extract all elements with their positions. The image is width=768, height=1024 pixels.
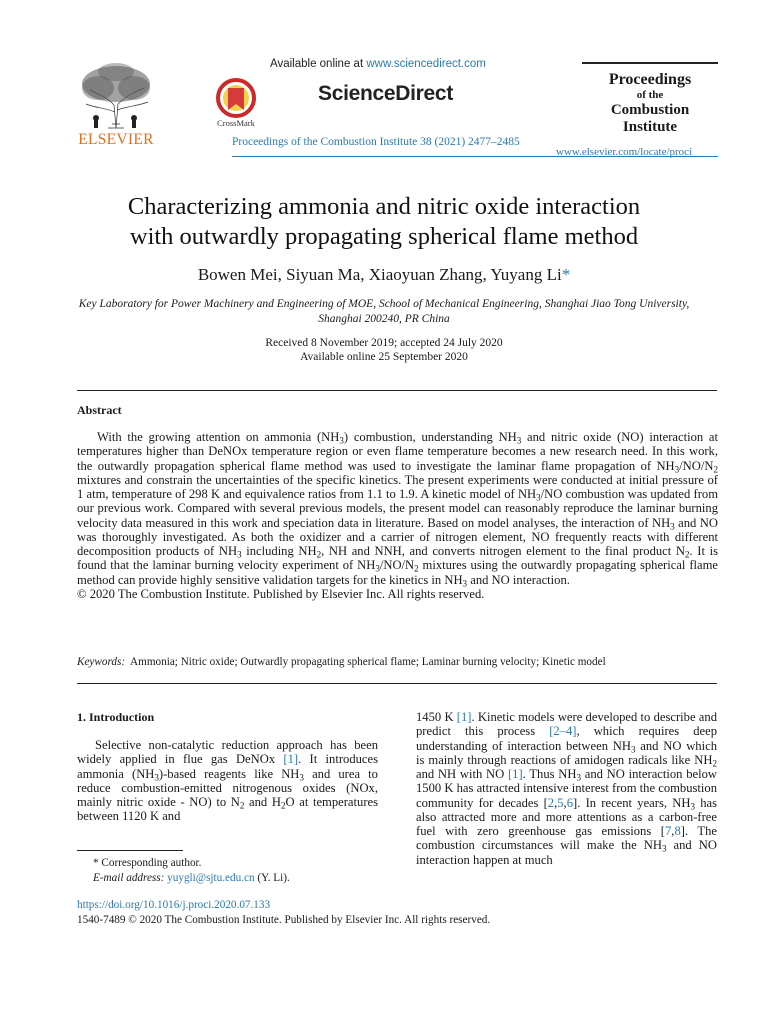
abstract-heading: Abstract bbox=[77, 403, 122, 417]
ref-link[interactable]: [1] bbox=[507, 767, 523, 781]
title-line-1: Characterizing ammonia and nitric oxide interaction bbox=[127, 193, 641, 220]
corresponding-author-note: * Corresponding author. bbox=[93, 857, 202, 869]
footnote-rule bbox=[77, 850, 183, 851]
ref-link[interactable]: 7 bbox=[665, 824, 672, 838]
issn-line: 1540-7489 © 2020 The Combustion Institute. Published by Elsevier Inc. All rights reserved. bbox=[77, 914, 491, 926]
ref-link[interactable]: 5 bbox=[557, 795, 564, 810]
intro-left-column: Selective non-catalytic reduction approach has been widely applied in flue gas DeNOx [1]. It introduces ammonia $(NH_3)$-based reagents like $NH_3$ and urea to reduce combustion-emitted nitrogenous oxides (NOx, mainly nitric oxide - NO) to $N_2$ and $H_2O$ at temperatures between 1120 K and bbox=[77, 738, 379, 824]
corresponding-author-mark[interactable]: * bbox=[561, 265, 571, 284]
keywords-label: Keywords: bbox=[77, 656, 126, 668]
ref-link[interactable]: [2–4] bbox=[549, 724, 577, 739]
abstract-paragraph: With the growing attention on ammonia $(NH_3)$ combustion, understanding $NH_3$ and nitric oxide (NO) interaction at temperatures higher than DeNOx temperature region or even flame temperature becomes a new research need. In this work, the outwardly propagation spherical flame method was used to investigate the laminar flame propagation of $NH_3/NO/N_2$ mixtures and constrain the uncertainties of the specific kinetics. The present experiments were conducted at initial pressure of 1 atm, temperature of 298 K and equivalence ratios from 1.1 to 1.9. A kinetic model of $NH_3/NO$ combustion was updated from our previous work. Compared with several previous models, the present model can reasonably reproduce the laminar burning velocity data measured in this work and speciation data in literature. Based on model analyses, the interaction of $NH_3$ and NO was thoroughly investigated. As both the oxidizer and a carrier of nitrogen element, NO frequently reacts with different decomposition products of $NH_3$ including $NH_2$, NH and NNH, and converts nitrogen element to the final product $N_2$. It is found that the laminar burning velocity experiment of $NH_3/NO/N_2$ mixtures using the outwardly propagating spherical flame method can provide highly sensitive validation targets for the kinetics in $NH_3$ and NO interaction. bbox=[77, 430, 718, 588]
ref-link[interactable]: [1] bbox=[283, 752, 299, 767]
proceedings-masthead bbox=[582, 62, 718, 137]
email-line bbox=[77, 871, 378, 886]
elsevier-wordmark: ELSEVIER bbox=[78, 131, 154, 148]
article-dates bbox=[50, 336, 718, 364]
abstract-top-rule bbox=[77, 390, 717, 391]
proceedings-title-1: Proceedings bbox=[608, 71, 692, 88]
sciencedirect-wordmark: ScienceDirect bbox=[318, 82, 454, 105]
email-suffix: (Y. Li). bbox=[254, 872, 290, 884]
header-rule bbox=[232, 156, 718, 157]
available-online-prefix: Available online at bbox=[270, 58, 367, 70]
intro-right-column: 1450 K [1]. Kinetic models were developed to describe and predict this process [2–4], which requires deep understanding of interaction between $NH_3$ and NO which is mainly through reactions of amidogen radicals like $NH_2$ and NH with NO [1]. Thus $NH_3$ and NO interaction below 1500 K has attracted intensive interest from the combustion community for decades [2,5,6]. In recent years, $NH_3$ has also attracted more and more attentions as a carbon-free fuel with zero greenhouse gas emissions [7,8]. The combustion circumstances will make the $NH_3$ and NO interaction happen at much bbox=[416, 710, 718, 867]
author-list bbox=[50, 265, 718, 285]
footnote bbox=[77, 856, 378, 886]
article-title bbox=[50, 192, 718, 252]
keywords-list: Ammonia; Nitric oxide; Outwardly propagating spherical flame; Laminar burning velocity; Kinetic model bbox=[130, 656, 606, 668]
authors-names: Bowen Mei, Siyuan Ma, Xiaoyuan Zhang, Yuyang Li bbox=[197, 265, 562, 284]
keywords-bottom-rule bbox=[77, 683, 717, 684]
affiliation: Key Laboratory for Power Machinery and Engineering of MOE, School of Mechanical Engineering, Shanghai Jiao Tong University, Shanghai 200240, PR China bbox=[78, 298, 690, 325]
received-date: Received 8 November 2019; accepted 24 July 2020 bbox=[265, 337, 503, 349]
title-line-2: with outwardly propagating spherical flame method bbox=[129, 223, 639, 250]
crossmark-icon[interactable] bbox=[214, 78, 258, 118]
ref-link[interactable]: 2 bbox=[547, 795, 555, 810]
crossmark-label: CrossMark bbox=[217, 118, 255, 128]
keywords bbox=[77, 656, 718, 668]
available-date: Available online 25 September 2020 bbox=[300, 351, 468, 363]
proceedings-title-3: Combustion bbox=[610, 102, 690, 119]
email-label: E-mail address: bbox=[93, 872, 168, 884]
sciencedirect-link[interactable]: www.sciencedirect.com bbox=[366, 58, 486, 70]
article-footer bbox=[77, 898, 490, 928]
email-link[interactable]: yuygli@sjtu.edu.cn bbox=[167, 872, 255, 884]
section-heading-introduction: 1. Introduction bbox=[77, 710, 155, 724]
journal-citation-link[interactable]: Proceedings of the Combustion Institute 38 (2021) 2477–2485 bbox=[232, 136, 520, 148]
doi-link[interactable]: https://doi.org/10.1016/j.proci.2020.07.133 bbox=[77, 899, 271, 911]
ref-link[interactable]: 8 bbox=[674, 824, 681, 838]
proceedings-title-2: of the bbox=[636, 89, 664, 102]
available-online bbox=[270, 58, 486, 70]
proceedings-title-4: Institute bbox=[622, 119, 678, 136]
ref-link[interactable]: [1] bbox=[456, 710, 472, 724]
abstract-body bbox=[77, 430, 718, 601]
ref-link[interactable]: 6 bbox=[566, 795, 573, 810]
journal-url-link[interactable]: www.elsevier.com/locate/proci bbox=[556, 146, 693, 158]
abstract-copyright: © 2020 The Combustion Institute. Published by Elsevier Inc. All rights reserved. bbox=[77, 586, 485, 601]
